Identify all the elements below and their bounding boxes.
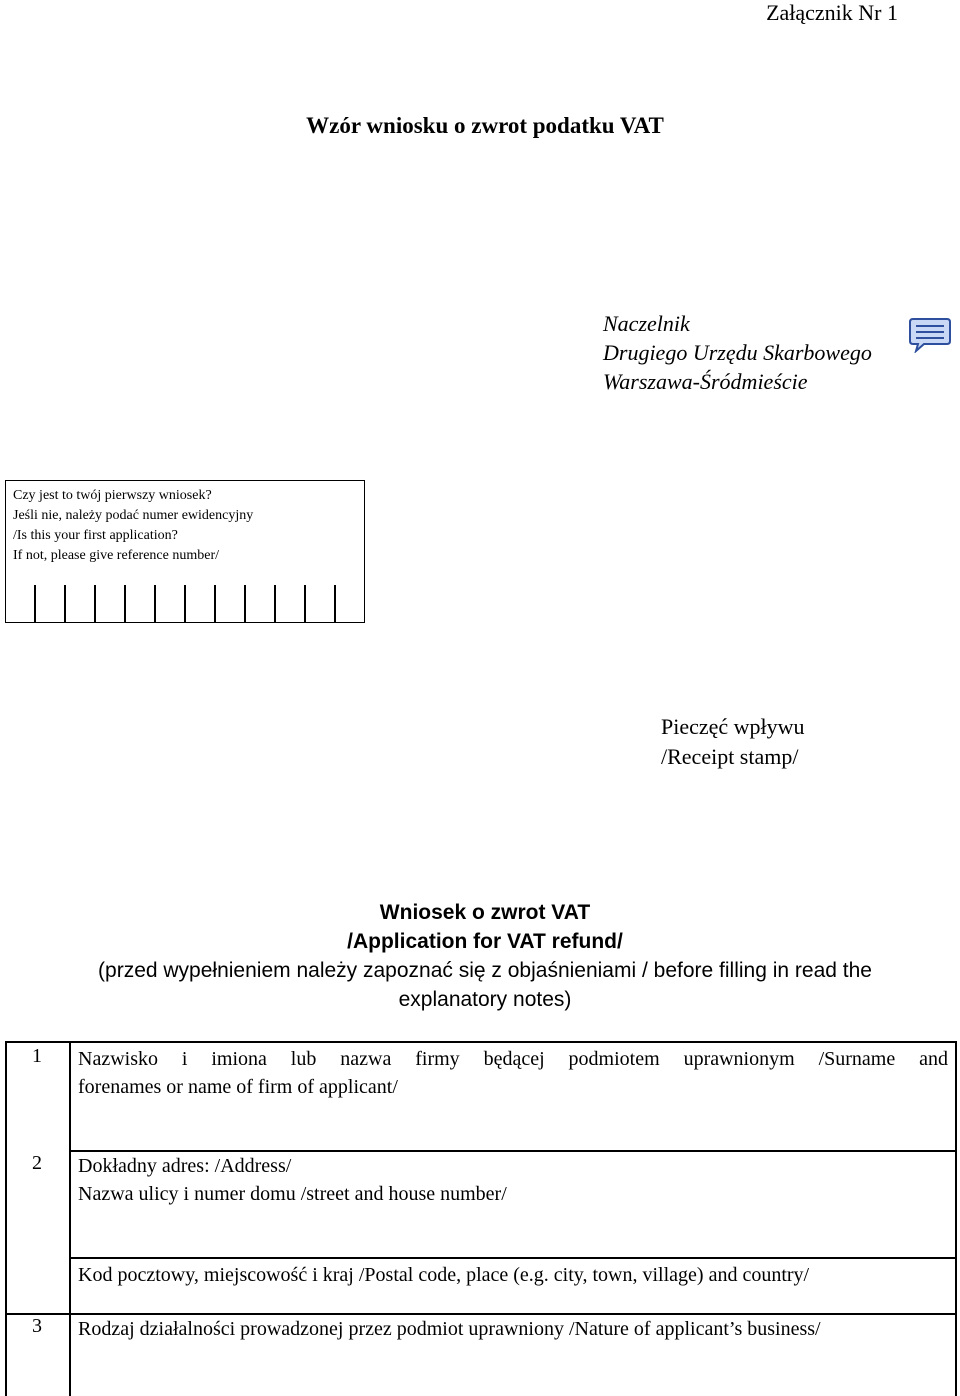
application-form-table (5, 1041, 957, 1396)
row-2-label-line-3: Kod pocztowy, miejscowość i kraj /Postal code, place (e.g. city, town, village) and country/ (78, 1264, 810, 1286)
table-border-right (955, 1041, 957, 1396)
first-application-line-4: If not, please give reference number/ (13, 548, 220, 563)
receipt-stamp-area (661, 712, 805, 772)
reference-cell-divider (124, 585, 126, 622)
row-3-number: 3 (32, 1315, 42, 1337)
reference-cell-divider (304, 585, 306, 622)
reference-cell-divider (214, 585, 216, 622)
row-1-input-area[interactable] (71, 1103, 953, 1148)
row-1-number: 1 (32, 1045, 42, 1067)
row-1-label-line-1: Nazwisko i imiona lub nazwa firmy będącej podmiotem uprawnionym /Surname and (78, 1048, 948, 1070)
reference-cell-divider (34, 585, 36, 622)
first-application-box (5, 480, 365, 623)
reference-cell-divider (244, 585, 246, 622)
reference-cell-divider (334, 585, 336, 622)
reference-cell-divider (64, 585, 66, 622)
addressee-line-1: Naczelnik (603, 311, 690, 336)
addressee-line-3: Warszawa-Śródmieście (603, 369, 808, 394)
application-heading (0, 898, 960, 1014)
application-note-line-1: (przed wypełnieniem należy zapoznać się z objaśnieniami / before filling in read the (98, 959, 872, 982)
reference-cell-divider (184, 585, 186, 622)
annex-label: Załącznik Nr 1 (766, 0, 898, 25)
addressee-block (603, 309, 872, 396)
first-application-line-1: Czy jest to twój pierwszy wniosek? (13, 488, 212, 503)
row-2-address-divider (69, 1257, 957, 1259)
receipt-stamp-label-pl: Pieczęć wpływu (661, 714, 805, 739)
application-title-en: /Application for VAT refund/ (347, 930, 623, 953)
first-application-line-2: Jeśli nie, należy podać numer ewidencyjny (13, 508, 254, 523)
first-application-text (13, 486, 253, 566)
row-2-label-line-1: Dokładny adres: /Address/ (78, 1155, 292, 1177)
comment-icon[interactable] (908, 317, 952, 353)
document-title: Wzór wniosku o zwrot podatku VAT (306, 113, 664, 138)
first-application-line-3: /Is this your first application? (13, 528, 178, 543)
row-2-label-line-2: Nazwa ulicy i numer domu /street and house number/ (78, 1183, 507, 1205)
street-input-area[interactable] (71, 1209, 953, 1255)
receipt-stamp-label-en: /Receipt stamp/ (661, 744, 799, 769)
row-3-label-line-1: Rodzaj działalności prowadzonej przez podmiot uprawniony /Nature of applicant’s business/ (78, 1318, 821, 1340)
table-border-top (5, 1041, 957, 1043)
row-2-number: 2 (32, 1152, 42, 1174)
application-note-line-2: explanatory notes) (398, 988, 572, 1011)
reference-cell-divider (154, 585, 156, 622)
table-border-left (5, 1041, 7, 1396)
application-title-pl: Wniosek o zwrot VAT (379, 901, 591, 924)
reference-cell-divider (94, 585, 96, 622)
row-1-label-line-2: forenames or name of firm of applicant/ (78, 1076, 398, 1098)
addressee-line-2: Drugiego Urzędu Skarbowego (603, 340, 872, 365)
reference-cell-divider (274, 585, 276, 622)
row-3-input-area[interactable] (71, 1347, 953, 1395)
reference-number-cells[interactable] (6, 585, 364, 622)
